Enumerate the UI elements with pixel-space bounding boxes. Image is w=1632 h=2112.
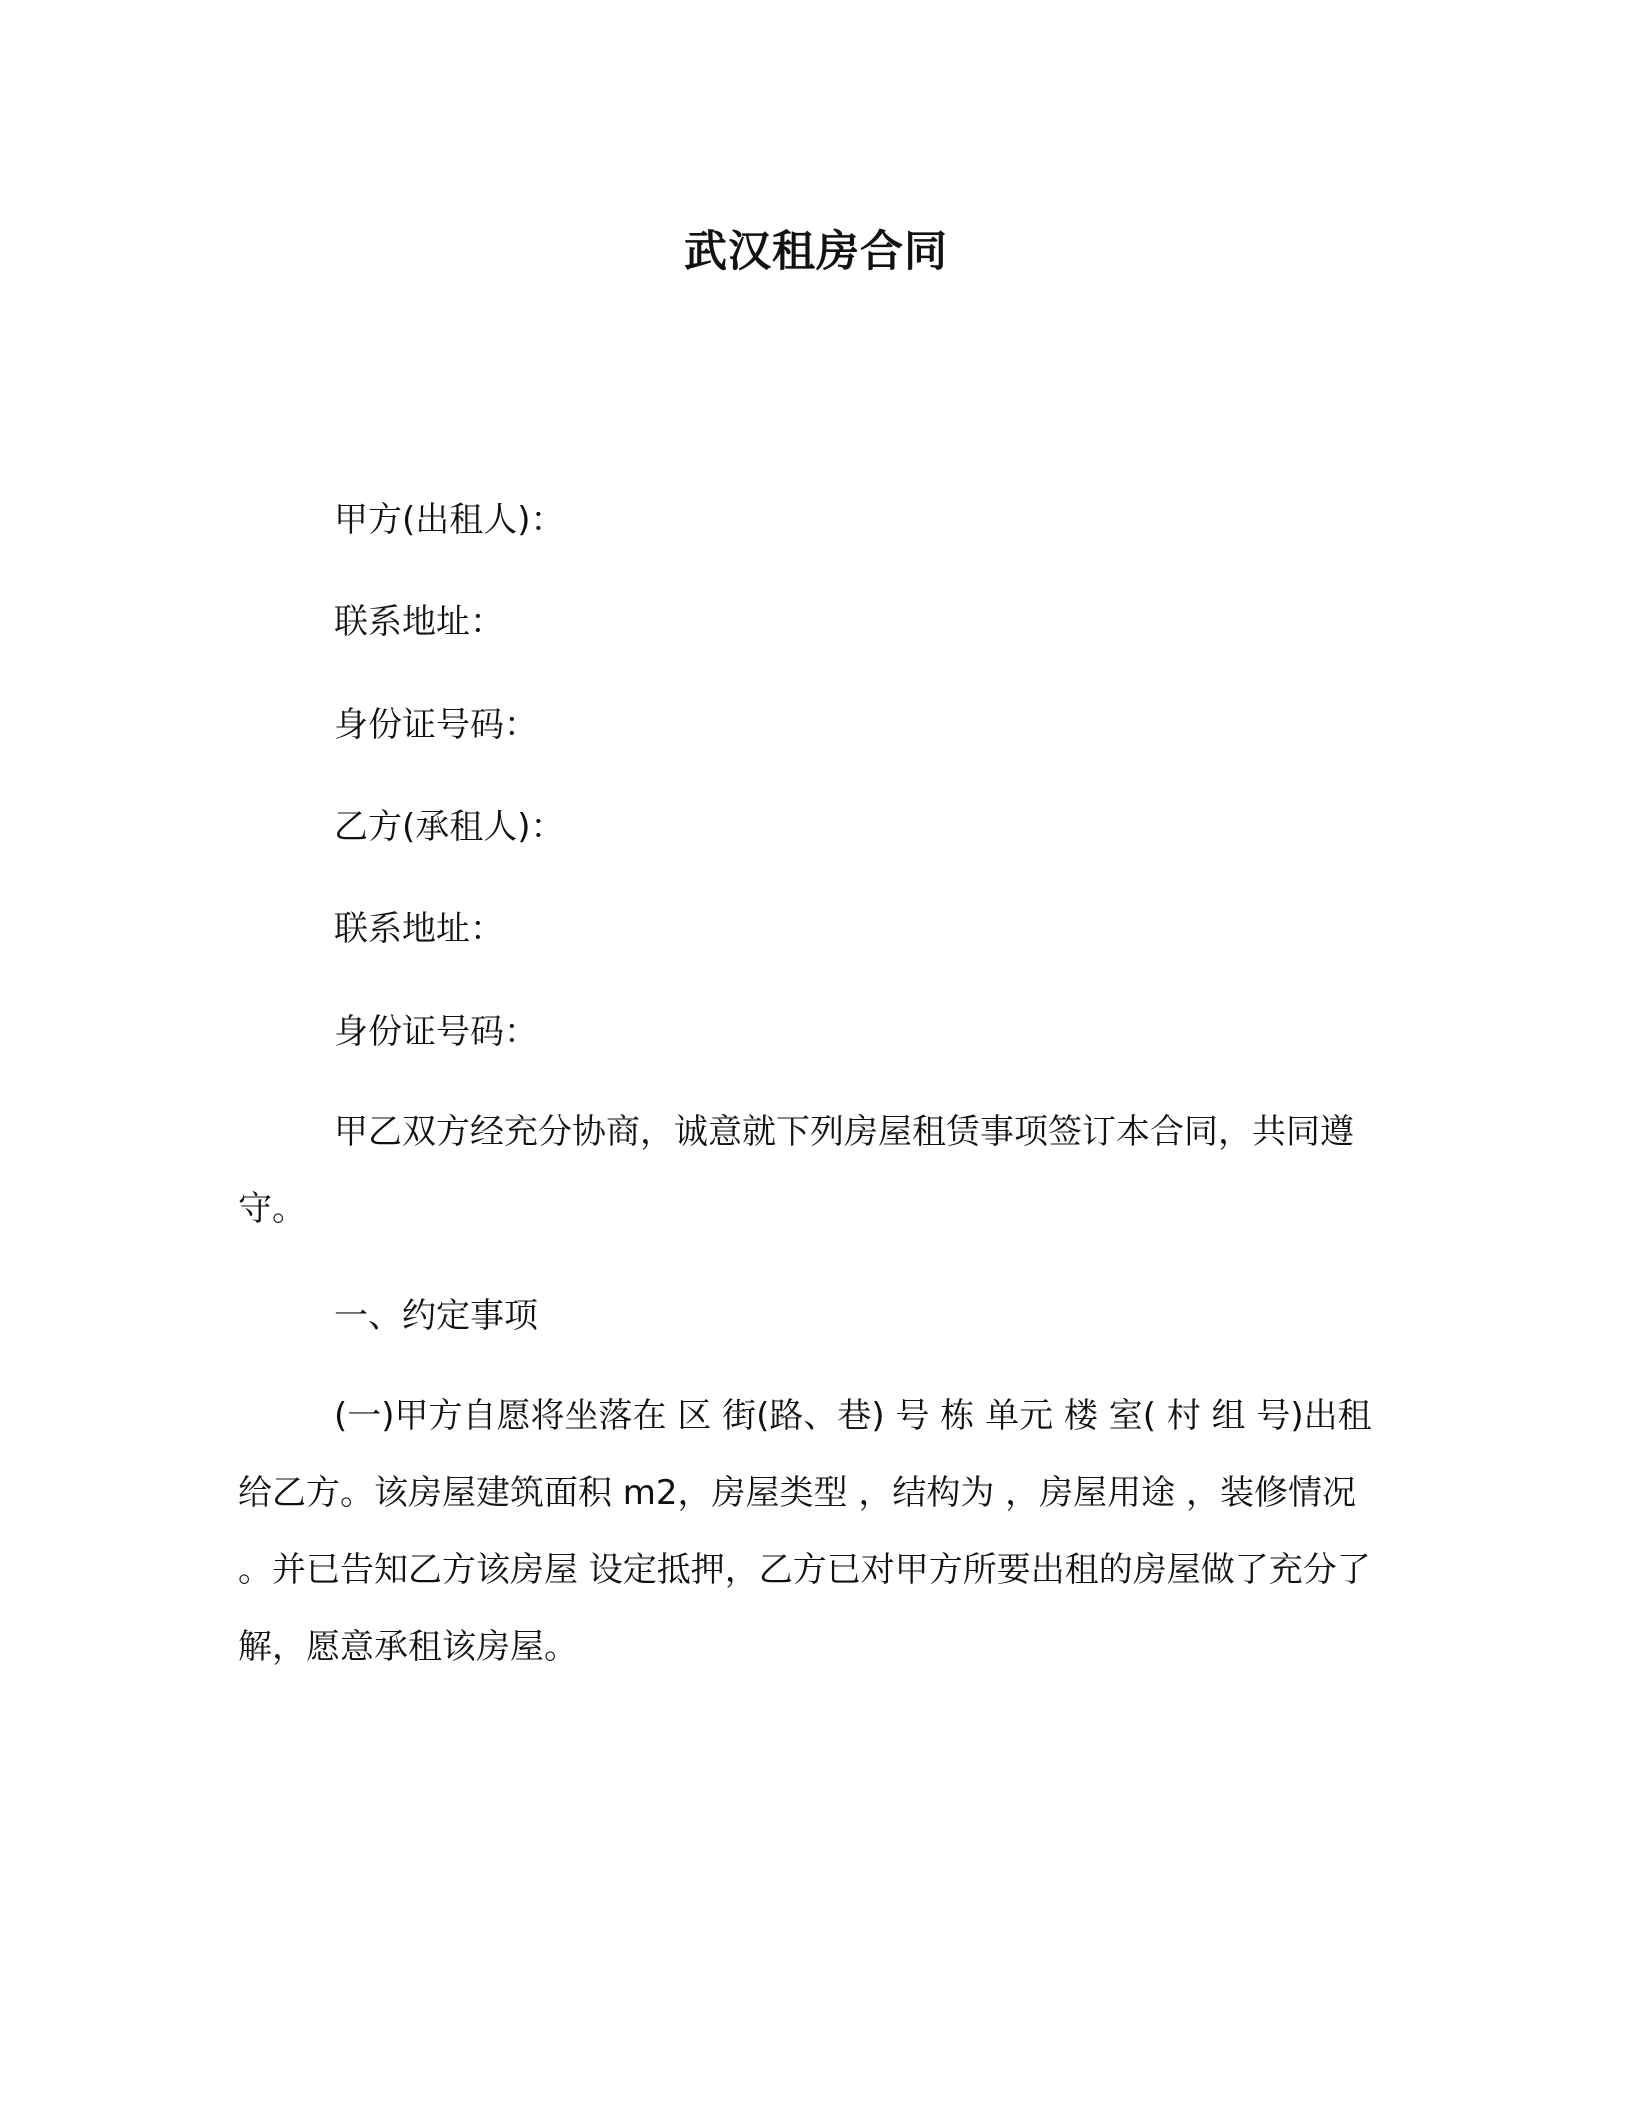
clause-1-paragraph: (一)甲方自愿将坐落在 区 街(路、巷) 号 栋 单元 楼 室( 村 组 号)出租给乙方。该房屋建筑面积 m2，房屋类型 ，结构为 ，房屋用途 ，装修情况 。并已告知乙方该房屋 设定抵押，乙方已对甲方所要出租的房屋做了充分了解，愿意承租该房屋。 [238, 1396, 1372, 1667]
section-heading: 一、约定事项 [334, 1296, 538, 1336]
party-a-id-label: 身份证号码： [334, 705, 538, 745]
party-a-name-label: 甲方(出租人)： [334, 500, 565, 540]
intro-paragraph: 甲乙双方经充分协商，诚意就下列房屋租赁事项签订本合同，共同遵守。 [238, 1112, 1354, 1229]
party-b-id-label: 身份证号码： [334, 1012, 538, 1052]
document-title: 武汉租房合同 [684, 227, 948, 277]
party-b-name-label: 乙方(承租人)： [334, 807, 565, 847]
party-b-address-label: 联系地址： [334, 909, 504, 949]
party-a-address-label: 联系地址： [334, 602, 504, 642]
